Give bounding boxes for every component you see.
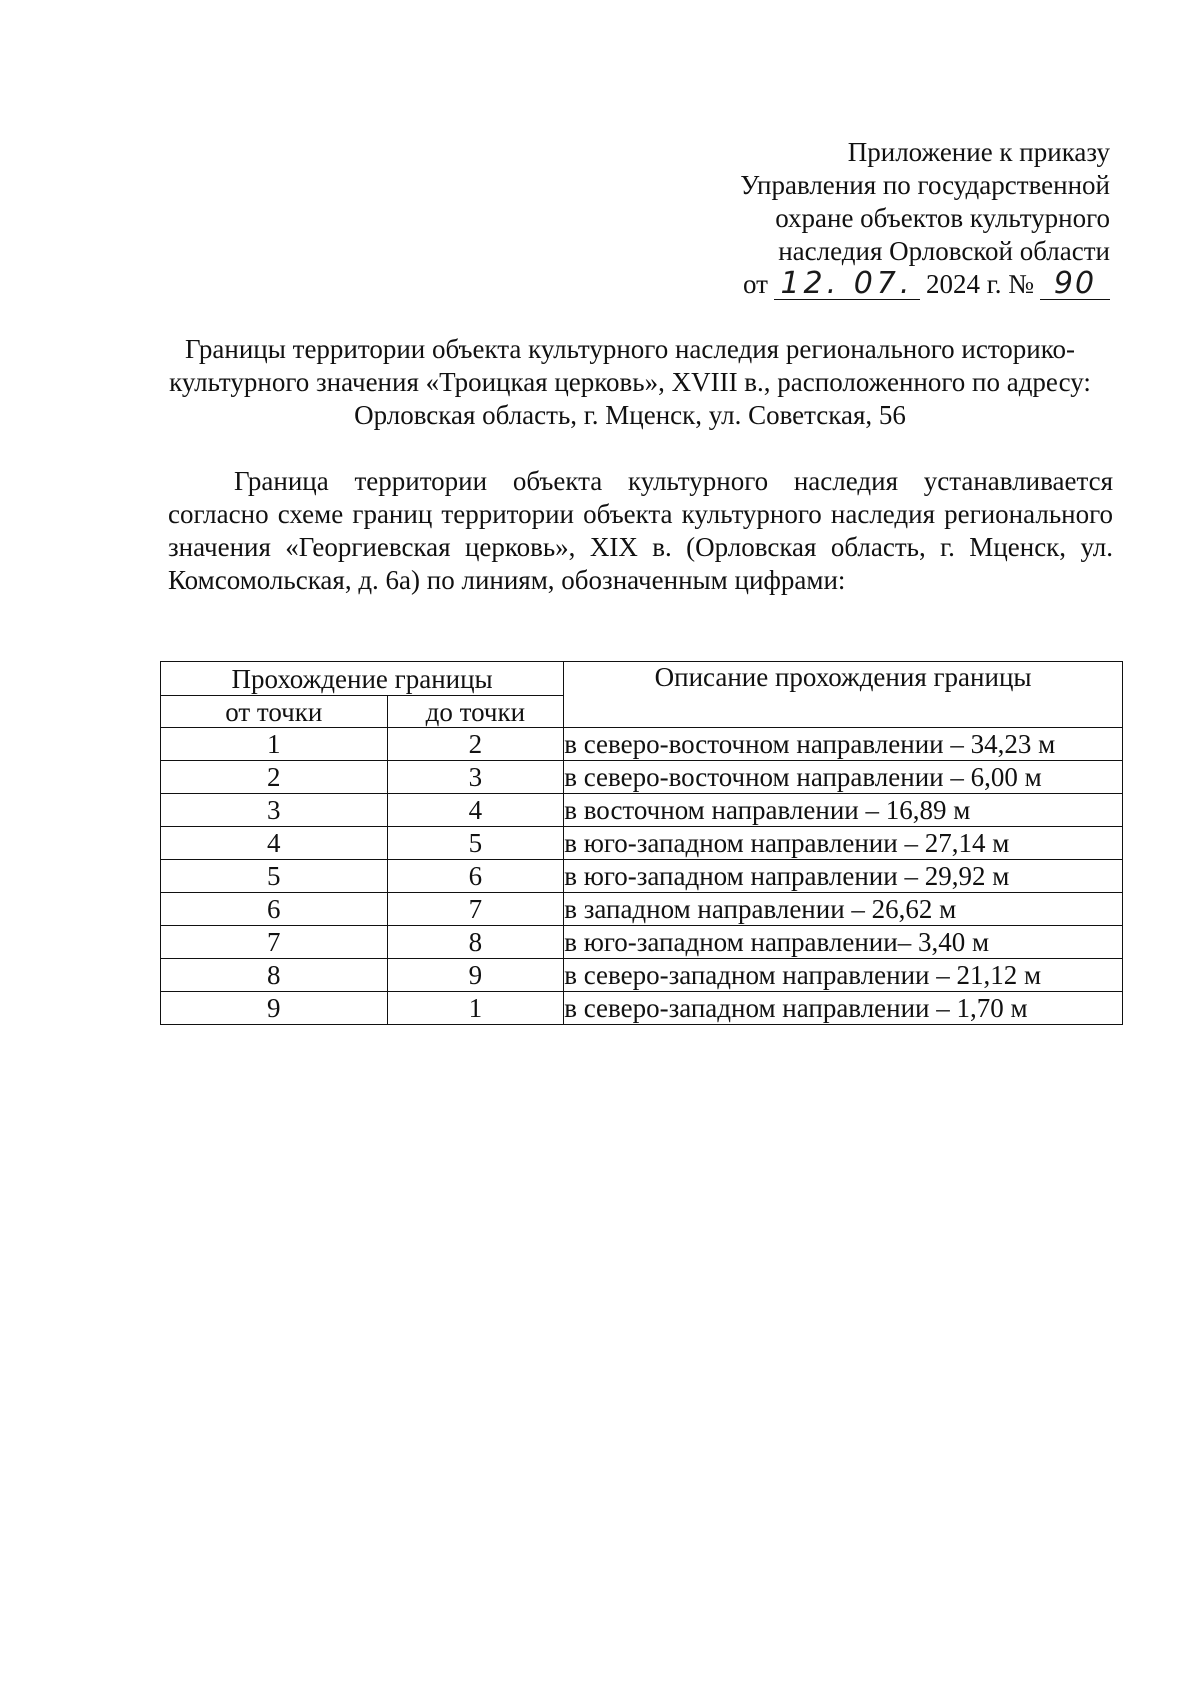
table-row bbox=[161, 926, 1123, 959]
to-point: 1 bbox=[387, 992, 564, 1025]
body-paragraph: Граница территории объекта культурного наследия устанавливается согласно схеме границ территории объекта культурного наследия регионального значения «Георгиевская церковь», XIX в. (Орловская область, г. Мценск, ул. Комсомольская, д. 6а) по линиям, обозначенным цифрами: bbox=[168, 466, 1113, 595]
header-from-point: от точки bbox=[161, 696, 388, 728]
appendix-line: Управления по государственной bbox=[740, 170, 1110, 200]
to-point: 6 bbox=[387, 860, 564, 893]
to-point: 2 bbox=[387, 728, 564, 761]
header-boundary-passage: Прохождение границы bbox=[161, 662, 564, 696]
title-line: Границы территории объекта культурного наследия регионального историко- bbox=[185, 334, 1075, 364]
appendix-header bbox=[740, 136, 1110, 301]
appendix-line: охране объектов культурного bbox=[775, 203, 1110, 233]
header-to-point: до точки bbox=[387, 696, 564, 728]
to-point: 4 bbox=[387, 794, 564, 827]
document-title bbox=[150, 333, 1110, 432]
date-prefix: от bbox=[743, 269, 768, 299]
year-text: 2024 г. № bbox=[925, 269, 1034, 299]
handwritten-order-number: 90 bbox=[1040, 269, 1110, 300]
table-row bbox=[161, 761, 1123, 794]
table-row bbox=[161, 860, 1123, 893]
order-date-line bbox=[740, 268, 1110, 301]
to-point: 3 bbox=[387, 761, 564, 794]
from-point: 5 bbox=[161, 860, 388, 893]
table-row bbox=[161, 992, 1123, 1025]
boundary-description: в юго-западном направлении – 29,92 м bbox=[564, 860, 1123, 893]
boundary-description: в северо-западном направлении – 21,12 м bbox=[564, 959, 1123, 992]
handwritten-date: 12. 07. bbox=[774, 269, 920, 300]
from-point: 7 bbox=[161, 926, 388, 959]
to-point: 7 bbox=[387, 893, 564, 926]
from-point: 3 bbox=[161, 794, 388, 827]
table-row bbox=[161, 893, 1123, 926]
from-point: 4 bbox=[161, 827, 388, 860]
boundary-description: в юго-западном направлении – 27,14 м bbox=[564, 827, 1123, 860]
boundary-description: в западном направлении – 26,62 м bbox=[564, 893, 1123, 926]
table-row bbox=[161, 827, 1123, 860]
from-point: 6 bbox=[161, 893, 388, 926]
from-point: 1 bbox=[161, 728, 388, 761]
table-row bbox=[161, 959, 1123, 992]
boundary-description: в северо-восточном направлении – 6,00 м bbox=[564, 761, 1123, 794]
boundary-description: в северо-восточном направлении – 34,23 м bbox=[564, 728, 1123, 761]
table-row bbox=[161, 794, 1123, 827]
appendix-line: Приложение к приказу bbox=[847, 137, 1110, 167]
boundary-table bbox=[160, 661, 1123, 1025]
boundary-description: в восточном направлении – 16,89 м bbox=[564, 794, 1123, 827]
title-line: Орловская область, г. Мценск, ул. Советская, 56 bbox=[354, 400, 906, 430]
header-description: Описание прохождения границы bbox=[564, 662, 1123, 728]
boundary-description: в юго-западном направлении– 3,40 м bbox=[564, 926, 1123, 959]
boundary-description: в северо-западном направлении – 1,70 м bbox=[564, 992, 1123, 1025]
to-point: 9 bbox=[387, 959, 564, 992]
from-point: 9 bbox=[161, 992, 388, 1025]
from-point: 2 bbox=[161, 761, 388, 794]
from-point: 8 bbox=[161, 959, 388, 992]
title-line: культурного значения «Троицкая церковь», XVIII в., расположенного по адресу: bbox=[169, 367, 1091, 397]
to-point: 5 bbox=[387, 827, 564, 860]
appendix-line: наследия Орловской области bbox=[778, 236, 1110, 266]
to-point: 8 bbox=[387, 926, 564, 959]
table-row bbox=[161, 728, 1123, 761]
